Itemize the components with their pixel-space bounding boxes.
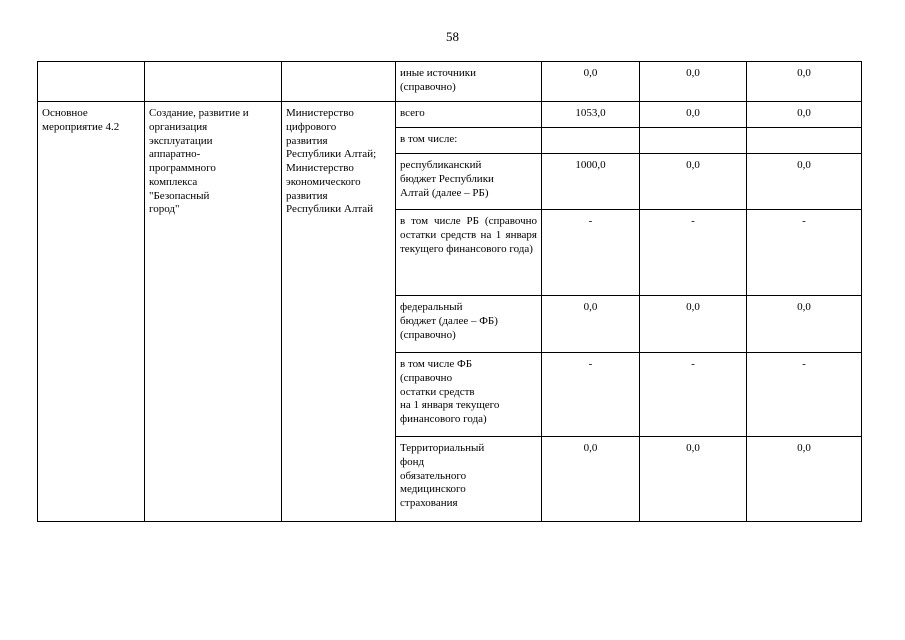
value-cell <box>542 128 640 154</box>
funding-source-cell: республиканский бюджет Республики Алтай (далее – РБ) <box>396 154 542 210</box>
funding-source-cell: Территориальный фонд обязательного медицинского страхования <box>396 437 542 522</box>
value-cell: 0,0 <box>747 296 862 353</box>
value-cell: 0,0 <box>542 437 640 522</box>
budget-table <box>37 61 862 522</box>
value-cell: 0,0 <box>640 154 747 210</box>
funding-source-cell: всего <box>396 102 542 128</box>
funding-source-cell: федеральный бюджет (далее – ФБ) (справочно) <box>396 296 542 353</box>
activity-name-cell: Основное мероприятие 4.2 <box>38 102 145 522</box>
empty-cell <box>145 62 282 102</box>
value-cell: 0,0 <box>747 154 862 210</box>
page-number: 58 <box>446 29 459 44</box>
table-row <box>38 62 862 102</box>
value-cell: 0,0 <box>640 437 747 522</box>
empty-cell <box>38 62 145 102</box>
value-cell: - <box>747 353 862 437</box>
activity-description-cell: Создание, развитие и организация эксплуатации аппаратно- программного комплекса "Безопасный город" <box>145 102 282 522</box>
executor-cell: Министерство цифрового развития Республики Алтай; Министерство экономического развития Республики Алтай <box>282 102 396 522</box>
value-cell: 0,0 <box>542 62 640 102</box>
table-row <box>38 102 862 128</box>
funding-source-cell: в том числе ФБ (справочно остатки средств на 1 января текущего финансового года) <box>396 353 542 437</box>
value-cell: - <box>542 353 640 437</box>
value-cell: 0,0 <box>747 62 862 102</box>
value-cell: 0,0 <box>640 296 747 353</box>
value-cell <box>747 128 862 154</box>
value-cell: 0,0 <box>747 437 862 522</box>
value-cell: - <box>640 210 747 296</box>
value-cell: 1053,0 <box>542 102 640 128</box>
value-cell: - <box>542 210 640 296</box>
value-cell: 0,0 <box>640 102 747 128</box>
funding-source-cell: в том числе РБ (справочно остатки средств на 1 января текущего финансового года) <box>396 210 542 296</box>
funding-source-cell: в том числе: <box>396 128 542 154</box>
value-cell: 0,0 <box>640 62 747 102</box>
funding-source-cell: иные источники (справочно) <box>396 62 542 102</box>
value-cell: - <box>747 210 862 296</box>
value-cell <box>640 128 747 154</box>
value-cell: 1000,0 <box>542 154 640 210</box>
value-cell: 0,0 <box>542 296 640 353</box>
value-cell: - <box>640 353 747 437</box>
empty-cell <box>282 62 396 102</box>
value-cell: 0,0 <box>747 102 862 128</box>
